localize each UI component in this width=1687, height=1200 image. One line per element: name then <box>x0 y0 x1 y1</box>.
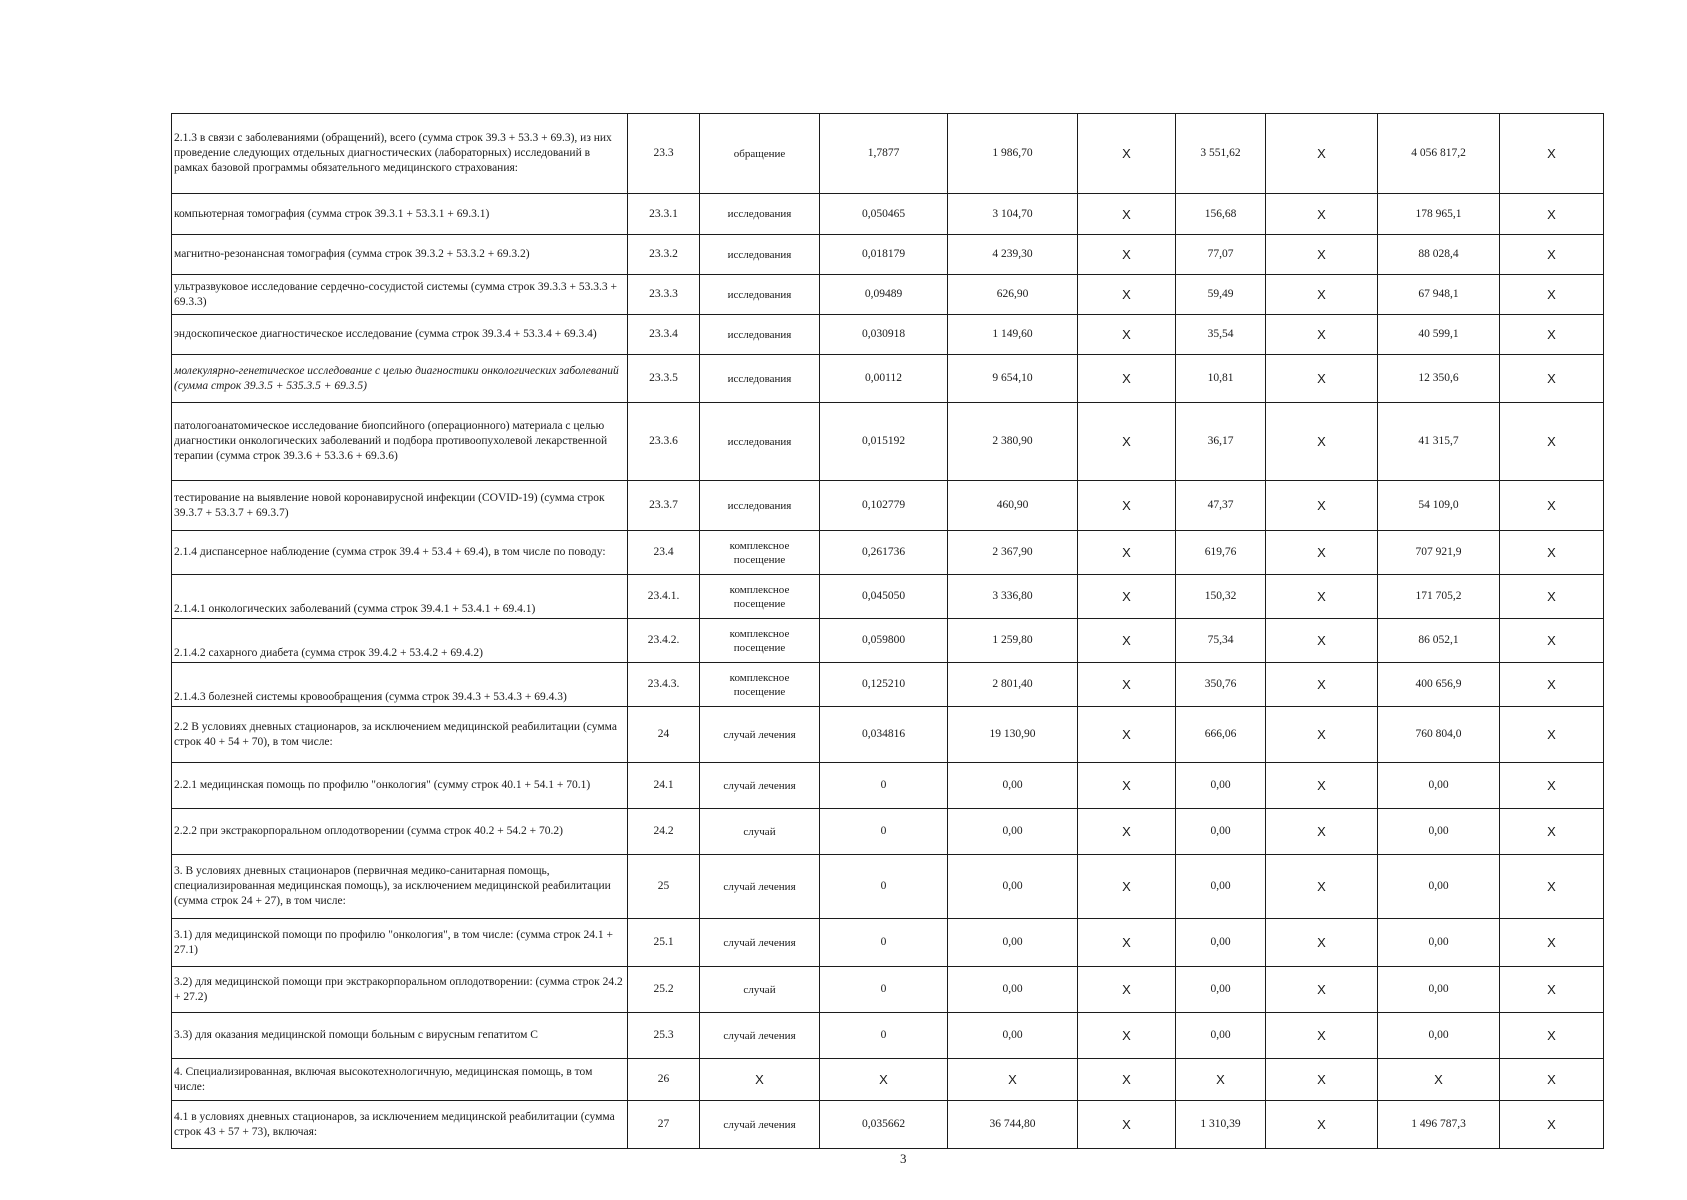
row-value: 1,7877 <box>820 114 948 194</box>
row-value: 10,81 <box>1176 355 1266 403</box>
table-row <box>172 707 1604 763</box>
row-value: 86 052,1 <box>1378 619 1500 663</box>
row-unit: исследования <box>700 235 820 275</box>
row-unit: комплексное посещение <box>700 619 820 663</box>
row-value: 4 239,30 <box>948 235 1078 275</box>
row-value: 1 986,70 <box>948 114 1078 194</box>
row-value: 0,00 <box>948 763 1078 809</box>
row-value: 0 <box>820 763 948 809</box>
row-value: 0,00 <box>948 1013 1078 1059</box>
row-mark: X <box>1500 531 1604 575</box>
row-mark: X <box>1500 355 1604 403</box>
row-unit: исследования <box>700 275 820 315</box>
row-value: 0,00 <box>1176 919 1266 967</box>
row-mark: X <box>1078 1101 1176 1149</box>
row-unit: исследования <box>700 481 820 531</box>
row-value: 41 315,7 <box>1378 403 1500 481</box>
data-table <box>171 113 1604 1149</box>
row-value: 0,00 <box>1378 967 1500 1013</box>
row-value: 88 028,4 <box>1378 235 1500 275</box>
row-value: 36 744,80 <box>948 1101 1078 1149</box>
row-mark: X <box>1500 481 1604 531</box>
row-name: 4.1 в условиях дневных стационаров, за исключением медицинской реабилитации (сумма строк 43 + 57 + 73), включая: <box>172 1101 628 1149</box>
row-unit: исследования <box>700 194 820 235</box>
row-code: 23.3.3 <box>628 275 700 315</box>
row-code: 25.2 <box>628 967 700 1013</box>
row-value: 0,125210 <box>820 663 948 707</box>
row-mark: X <box>1078 707 1176 763</box>
row-name: 2.1.4.3 болезней системы кровообращения (сумма строк 39.4.3 + 53.4.3 + 69.4.3) <box>172 663 628 707</box>
row-value: 0,00 <box>1176 809 1266 855</box>
row-mark: X <box>1078 275 1176 315</box>
row-unit: случай лечения <box>700 707 820 763</box>
row-mark: X <box>1500 275 1604 315</box>
data-table-container <box>171 113 1603 1149</box>
row-code: 23.4 <box>628 531 700 575</box>
row-mark: X <box>1266 194 1378 235</box>
row-mark: X <box>1500 403 1604 481</box>
row-mark: X <box>820 1059 948 1101</box>
row-mark: X <box>1266 663 1378 707</box>
row-code: 23.4.1. <box>628 575 700 619</box>
row-mark: X <box>1078 1059 1176 1101</box>
row-value: 0,045050 <box>820 575 948 619</box>
table-row <box>172 315 1604 355</box>
row-name: патологоанатомическое исследование биопсийного (операционного) материала с целью диагностики онкологических заболеваний и подбора противоопухолевой лекарственной терапии (сумма строк 39.3.6 + 53.3.6 + 69.3.6) <box>172 403 628 481</box>
row-mark: X <box>1500 707 1604 763</box>
table-row <box>172 403 1604 481</box>
row-mark: X <box>1266 275 1378 315</box>
row-mark: X <box>1078 967 1176 1013</box>
row-mark: X <box>1266 481 1378 531</box>
row-value: 2 380,90 <box>948 403 1078 481</box>
table-row <box>172 575 1604 619</box>
table-row <box>172 531 1604 575</box>
row-name: 2.1.4.2 сахарного диабета (сумма строк 39.4.2 + 53.4.2 + 69.4.2) <box>172 619 628 663</box>
row-value: 1 149,60 <box>948 315 1078 355</box>
row-value: 3 104,70 <box>948 194 1078 235</box>
row-mark: X <box>1266 619 1378 663</box>
row-code: 23.4.3. <box>628 663 700 707</box>
row-value: 707 921,9 <box>1378 531 1500 575</box>
row-mark: X <box>1266 967 1378 1013</box>
row-mark: X <box>1078 575 1176 619</box>
table-row <box>172 763 1604 809</box>
row-code: 23.3.7 <box>628 481 700 531</box>
row-mark: X <box>1266 1101 1378 1149</box>
row-mark: X <box>1078 403 1176 481</box>
row-mark: X <box>1500 194 1604 235</box>
row-unit: комплексное посещение <box>700 575 820 619</box>
row-value: 619,76 <box>1176 531 1266 575</box>
row-mark: X <box>1266 707 1378 763</box>
row-value: 0,00 <box>1378 1013 1500 1059</box>
row-mark: X <box>1266 763 1378 809</box>
row-mark: X <box>1266 575 1378 619</box>
row-value: 40 599,1 <box>1378 315 1500 355</box>
row-code: 23.3.6 <box>628 403 700 481</box>
row-unit: случай лечения <box>700 1101 820 1149</box>
table-row <box>172 275 1604 315</box>
row-value: 2 367,90 <box>948 531 1078 575</box>
row-value: 0,00 <box>1176 1013 1266 1059</box>
row-value: 760 804,0 <box>1378 707 1500 763</box>
row-mark: X <box>1500 809 1604 855</box>
row-mark: X <box>1078 114 1176 194</box>
row-name: 2.2.2 при экстракорпоральном оплодотворении (сумма строк 40.2 + 54.2 + 70.2) <box>172 809 628 855</box>
row-name: 3. В условиях дневных стационаров (первичная медико-санитарная помощь, специализированная медицинская помощь), за исключением медицинской реабилитации (сумма строк 24 + 27), в том числе: <box>172 855 628 919</box>
row-value: 0,09489 <box>820 275 948 315</box>
row-value: 77,07 <box>1176 235 1266 275</box>
row-value: 666,06 <box>1176 707 1266 763</box>
row-value: 0,00 <box>1378 855 1500 919</box>
row-value: 0,030918 <box>820 315 948 355</box>
row-mark: X <box>1266 235 1378 275</box>
row-name: 2.1.4 диспансерное наблюдение (сумма строк 39.4 + 53.4 + 69.4), в том числе по поводу: <box>172 531 628 575</box>
row-value: 1 310,39 <box>1176 1101 1266 1149</box>
row-value: 0,00112 <box>820 355 948 403</box>
row-name: магнитно-резонансная томография (сумма строк 39.3.2 + 53.3.2 + 69.3.2) <box>172 235 628 275</box>
row-value: 3 551,62 <box>1176 114 1266 194</box>
row-mark: X <box>1078 663 1176 707</box>
table-row <box>172 855 1604 919</box>
row-code: 23.3.2 <box>628 235 700 275</box>
row-value: 171 705,2 <box>1378 575 1500 619</box>
row-value: 460,90 <box>948 481 1078 531</box>
row-unit: исследования <box>700 315 820 355</box>
row-value: 0,034816 <box>820 707 948 763</box>
row-mark: X <box>1500 919 1604 967</box>
row-mark: X <box>1500 1059 1604 1101</box>
row-mark: X <box>1266 114 1378 194</box>
row-value: 67 948,1 <box>1378 275 1500 315</box>
row-value: 54 109,0 <box>1378 481 1500 531</box>
row-code: 23.3.4 <box>628 315 700 355</box>
row-mark: X <box>1078 194 1176 235</box>
row-code: 26 <box>628 1059 700 1101</box>
row-value: 75,34 <box>1176 619 1266 663</box>
row-value: 0,00 <box>1176 763 1266 809</box>
row-value: 0 <box>820 967 948 1013</box>
row-mark: X <box>1078 619 1176 663</box>
table-row <box>172 355 1604 403</box>
row-value: 0,050465 <box>820 194 948 235</box>
row-mark: X <box>1500 663 1604 707</box>
table-row <box>172 619 1604 663</box>
row-mark: X <box>1378 1059 1500 1101</box>
row-name: молекулярно-генетическое исследование с целью диагностики онкологических заболеваний (сумма строк 39.3.5 + 535.3.5 + 69.3.5) <box>172 355 628 403</box>
row-value: 0,059800 <box>820 619 948 663</box>
table-row <box>172 1059 1604 1101</box>
table-row <box>172 919 1604 967</box>
row-value: 178 965,1 <box>1378 194 1500 235</box>
row-unit: исследования <box>700 355 820 403</box>
row-value: 0,00 <box>948 809 1078 855</box>
row-mark: X <box>1078 809 1176 855</box>
row-mark: X <box>1078 355 1176 403</box>
row-code: 25.1 <box>628 919 700 967</box>
table-row <box>172 1101 1604 1149</box>
row-mark: X <box>1078 235 1176 275</box>
row-mark: X <box>1078 531 1176 575</box>
row-mark: X <box>1266 1059 1378 1101</box>
row-name: 3.3) для оказания медицинской помощи больным с вирусным гепатитом С <box>172 1013 628 1059</box>
row-value: 1 259,80 <box>948 619 1078 663</box>
row-mark: X <box>1266 855 1378 919</box>
row-mark: X <box>1266 809 1378 855</box>
row-value: 59,49 <box>1176 275 1266 315</box>
row-value: 36,17 <box>1176 403 1266 481</box>
row-value: 4 056 817,2 <box>1378 114 1500 194</box>
table-row <box>172 481 1604 531</box>
row-mark: X <box>1266 1013 1378 1059</box>
table-row <box>172 809 1604 855</box>
row-value: 0 <box>820 919 948 967</box>
table-row <box>172 1013 1604 1059</box>
row-value: 0,00 <box>948 919 1078 967</box>
row-mark: X <box>700 1059 820 1101</box>
row-code: 25 <box>628 855 700 919</box>
row-name: 2.1.3 в связи с заболеваниями (обращений), всего (сумма строк 39.3 + 53.3 + 69.3), из них проведение следующих отдельных диагностических (лабораторных) исследований в рамках базовой программы обязательного медицинского страхования: <box>172 114 628 194</box>
row-unit: случай лечения <box>700 855 820 919</box>
page-number: 3 <box>900 1151 907 1166</box>
row-value: 0,261736 <box>820 531 948 575</box>
row-code: 23.3.5 <box>628 355 700 403</box>
row-mark: X <box>1500 114 1604 194</box>
row-unit: случай лечения <box>700 919 820 967</box>
row-mark: X <box>1078 315 1176 355</box>
row-code: 24.1 <box>628 763 700 809</box>
row-value: 400 656,9 <box>1378 663 1500 707</box>
row-unit: случай лечения <box>700 1013 820 1059</box>
row-mark: X <box>1500 763 1604 809</box>
row-value: 350,76 <box>1176 663 1266 707</box>
table-row <box>172 194 1604 235</box>
row-mark: X <box>1176 1059 1266 1101</box>
table-row <box>172 967 1604 1013</box>
row-unit: случай лечения <box>700 763 820 809</box>
row-mark: X <box>1500 619 1604 663</box>
row-name: эндоскопическое диагностическое исследование (сумма строк 39.3.4 + 53.3.4 + 69.3.4) <box>172 315 628 355</box>
row-name: ультразвуковое исследование сердечно-сосудистой системы (сумма строк 39.3.3 + 53.3.3 + 69.3.3) <box>172 275 628 315</box>
row-value: 0,00 <box>1176 967 1266 1013</box>
row-value: 12 350,6 <box>1378 355 1500 403</box>
row-value: 9 654,10 <box>948 355 1078 403</box>
row-unit: комплексное посещение <box>700 663 820 707</box>
row-value: 0 <box>820 855 948 919</box>
row-name: 2.2.1 медицинская помощь по профилю "онкология" (сумму строк 40.1 + 54.1 + 70.1) <box>172 763 628 809</box>
row-name: 4. Специализированная, включая высокотехнологичную, медицинская помощь, в том числе: <box>172 1059 628 1101</box>
row-mark: X <box>1078 1013 1176 1059</box>
row-value: 47,37 <box>1176 481 1266 531</box>
row-unit: случай <box>700 809 820 855</box>
row-code: 25.3 <box>628 1013 700 1059</box>
row-value: 0,00 <box>1378 763 1500 809</box>
row-code: 24.2 <box>628 809 700 855</box>
row-value: 2 801,40 <box>948 663 1078 707</box>
row-value: 0,015192 <box>820 403 948 481</box>
row-mark: X <box>1266 355 1378 403</box>
row-code: 23.4.2. <box>628 619 700 663</box>
row-value: 0,035662 <box>820 1101 948 1149</box>
row-value: 19 130,90 <box>948 707 1078 763</box>
row-code: 23.3 <box>628 114 700 194</box>
row-value: 626,90 <box>948 275 1078 315</box>
row-name: 3.2) для медицинской помощи при экстракорпоральном оплодотворении: (сумма строк 24.2 + 27.2) <box>172 967 628 1013</box>
row-value: 0,102779 <box>820 481 948 531</box>
row-code: 23.3.1 <box>628 194 700 235</box>
row-value: 35,54 <box>1176 315 1266 355</box>
row-value: 0,00 <box>1378 809 1500 855</box>
row-value: 0 <box>820 809 948 855</box>
row-mark: X <box>1500 855 1604 919</box>
row-unit: обращение <box>700 114 820 194</box>
row-code: 24 <box>628 707 700 763</box>
row-mark: X <box>1078 919 1176 967</box>
row-name: 3.1) для медицинской помощи по профилю "онкология", в том числе: (сумма строк 24.1 + 27.1) <box>172 919 628 967</box>
row-mark: X <box>1500 1101 1604 1149</box>
row-name: компьютерная томография (сумма строк 39.3.1 + 53.3.1 + 69.3.1) <box>172 194 628 235</box>
row-value: 0,00 <box>1176 855 1266 919</box>
row-mark: X <box>1266 531 1378 575</box>
row-mark: X <box>1500 575 1604 619</box>
row-name: тестирование на выявление новой коронавирусной инфекции (COVID-19) (сумма строк 39.3.7 + 53.3.7 + 69.3.7) <box>172 481 628 531</box>
row-name: 2.1.4.1 онкологических заболеваний (сумма строк 39.4.1 + 53.4.1 + 69.4.1) <box>172 575 628 619</box>
row-value: 0,00 <box>1378 919 1500 967</box>
row-value: 156,68 <box>1176 194 1266 235</box>
table-row <box>172 114 1604 194</box>
row-unit: случай <box>700 967 820 1013</box>
row-unit: комплексное посещение <box>700 531 820 575</box>
row-mark: X <box>1078 855 1176 919</box>
table-row <box>172 663 1604 707</box>
table-row <box>172 235 1604 275</box>
row-mark: X <box>1266 403 1378 481</box>
row-value: 3 336,80 <box>948 575 1078 619</box>
row-mark: X <box>948 1059 1078 1101</box>
row-mark: X <box>1266 315 1378 355</box>
row-value: 0,00 <box>948 855 1078 919</box>
row-mark: X <box>1078 481 1176 531</box>
row-value: 0,018179 <box>820 235 948 275</box>
row-mark: X <box>1500 315 1604 355</box>
row-value: 0 <box>820 1013 948 1059</box>
row-mark: X <box>1500 1013 1604 1059</box>
row-code: 27 <box>628 1101 700 1149</box>
row-mark: X <box>1500 967 1604 1013</box>
row-value: 150,32 <box>1176 575 1266 619</box>
row-unit: исследования <box>700 403 820 481</box>
row-mark: X <box>1078 763 1176 809</box>
row-mark: X <box>1266 919 1378 967</box>
row-value: 0,00 <box>948 967 1078 1013</box>
row-value: 1 496 787,3 <box>1378 1101 1500 1149</box>
row-mark: X <box>1500 235 1604 275</box>
row-name: 2.2 В условиях дневных стационаров, за исключением медицинской реабилитации (сумма строк 40 + 54 + 70), в том числе: <box>172 707 628 763</box>
